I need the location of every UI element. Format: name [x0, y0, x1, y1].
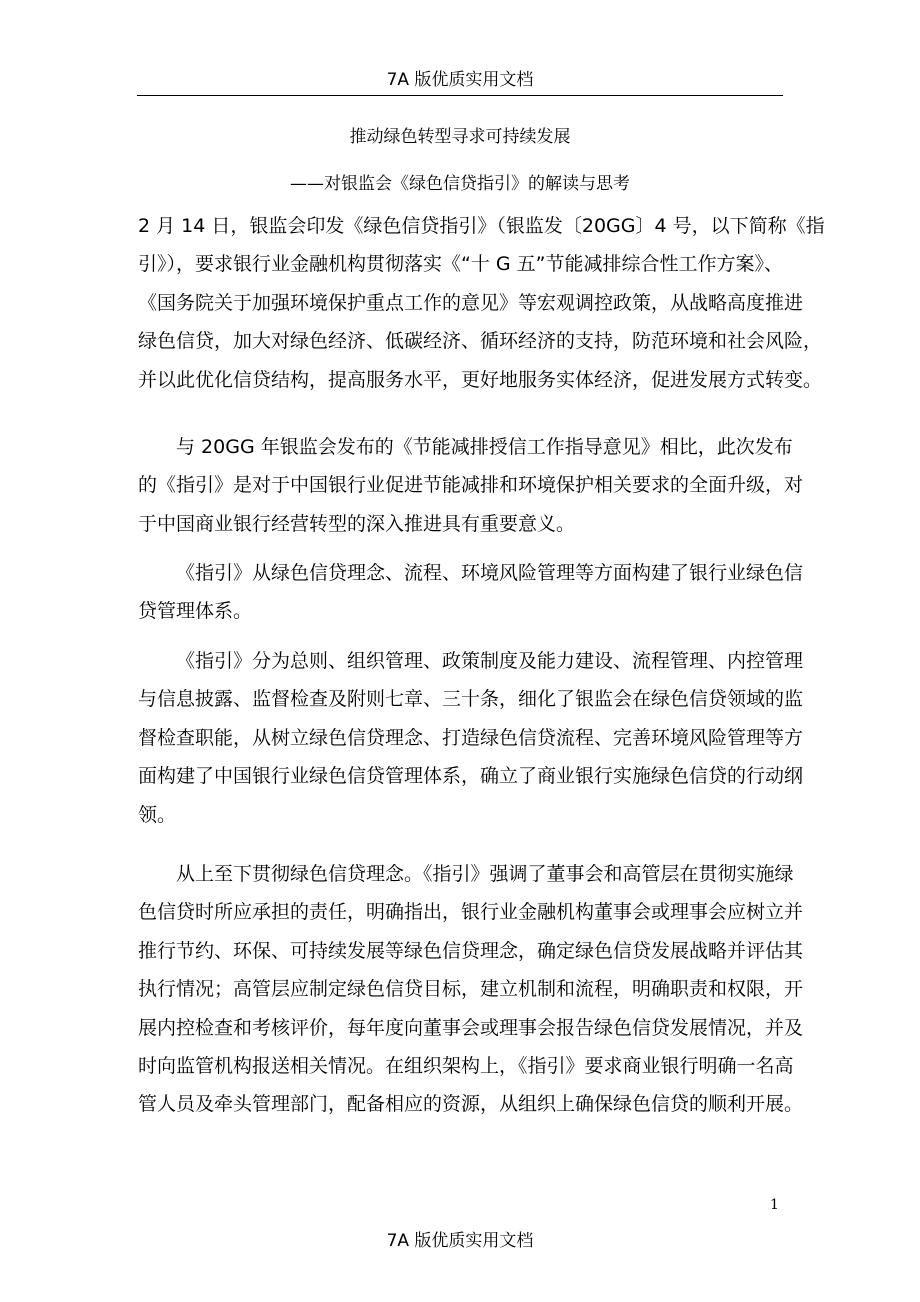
header-divider	[137, 95, 783, 96]
paragraph-line: 2 月 14 日，银监会印发《绿色信贷指引》（银监发〔20GG〕4 号，以下简称《指	[138, 215, 825, 237]
page-number: 1	[770, 1197, 779, 1213]
paragraph-line: 贷管理体系。	[138, 600, 253, 623]
paragraph-framework	[138, 554, 804, 631]
paragraph-line: 《指引》从绿色信贷理念、流程、环境风险管理等方面构建了银行业绿色信	[176, 562, 804, 584]
paragraph-line: 领。	[138, 803, 177, 826]
paragraph-line: 管人员及牵头管理部门，配备相应的资源，从组织上确保绿色信贷的顺利开展。	[138, 1093, 804, 1116]
paragraph-line: 推行节约、环保、可持续发展等绿色信贷理念，确定绿色信贷发展战略并评估其	[138, 939, 804, 962]
document-subtitle: ——对银监会《绿色信贷指引》的解读与思考	[290, 174, 630, 194]
paragraph-line: 与信息披露、监督检查及附则七章、三十条，细化了银监会在绿色信贷领域的监	[138, 688, 804, 711]
paragraph-line: 引》），要求银行业金融机构贯彻落实《“十 G 五”节能减排综合性工作方案》、	[138, 253, 783, 276]
paragraph-line: 于中国商业银行经营转型的深入推进具有重要意义。	[138, 512, 576, 535]
paragraph-line: 《指引》分为总则、组织管理、政策制度及能力建设、流程管理、内控管理	[176, 650, 804, 672]
paragraph-intro	[138, 207, 825, 399]
page-footer-text: 7A 版优质实用文档	[386, 1231, 534, 1251]
paragraph-line: 并以此优化信贷结构，提高服务水平，更好地服务实体经济，促进发展方式转变。	[138, 368, 823, 391]
paragraph-line: 与 20GG 年银监会发布的《节能减排授信工作指导意见》相比，此次发布	[176, 436, 793, 458]
document-title: 推动绿色转型寻求可持续发展	[349, 127, 571, 147]
paragraph-line: 展内控检查和考核评价，每年度向董事会或理事会报告绿色信贷发展情况，并及	[138, 1016, 804, 1039]
paragraph-line: 色信贷时所应承担的责任，明确指出，银行业金融机构董事会或理事会应树立并	[138, 901, 804, 924]
paragraph-line: 执行情况；高管层应制定绿色信贷目标，建立机制和流程，明确职责和权限，开	[138, 978, 804, 1001]
page-header-text: 7A 版优质实用文档	[386, 70, 534, 90]
paragraph-line: 时向监管机构报送相关情况。在组织架构上，《指引》要求商业银行明确一名高	[138, 1054, 794, 1077]
paragraph-structure	[138, 642, 804, 834]
paragraph-line: 绿色信贷，加大对绿色经济、低碳经济、循环经济的支持，防范环境和社会风险，	[138, 330, 823, 353]
paragraph-line: 面构建了中国银行业绿色信贷管理体系，确立了商业银行实施绿色信贷的行动纲	[138, 765, 804, 788]
paragraph-line: 从上至下贯彻绿色信贷理念。《指引》强调了董事会和高管层在贯彻实施绿	[176, 863, 794, 885]
paragraph-top-down	[138, 855, 804, 1124]
paragraph-line: 《国务院关于加强环境保护重点工作的意见》等宏观调控政策，从战略高度推进	[138, 291, 804, 314]
paragraph-line: 督检查职能，从树立绿色信贷理念、打造绿色信贷流程、完善环境风险管理等方	[138, 726, 804, 749]
paragraph-line: 的《指引》是对于中国银行业促进节能减排和环境保护相关要求的全面升级，对	[138, 474, 804, 497]
paragraph-comparison	[138, 428, 804, 543]
